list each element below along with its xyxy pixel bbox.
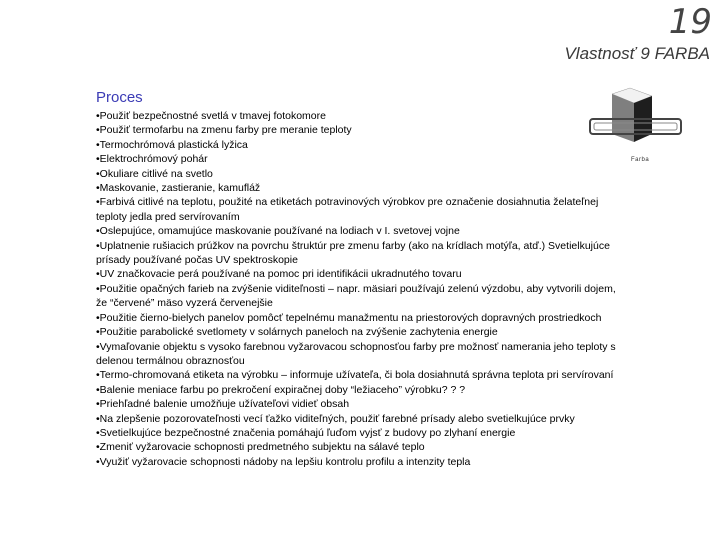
list-item: •Svetielkujúce bezpečnostné značenia pomáhajú ľuďom vyjsť z budovy po zlyhaní energie	[96, 426, 516, 439]
list-item: •Elektrochrómový pohár	[96, 153, 208, 166]
list-item: •Použitie čierno-bielych panelov pomôcť tepelnému manažmentu na priestorových dopravných prostriedkoch	[96, 311, 602, 324]
list-item: •Uplatnenie rušiacich prúžkov na povrchu štruktúr pre zmenu farby (ako na krídlach motýľa, atď.) Svetielkujúce prísady používané počas UV spektroskopie	[96, 239, 610, 267]
cube-icon	[588, 86, 684, 166]
list-item: •Využiť vyžarovacie schopnosti nádoby na lepšiu kontrolu profilu a intenzity tepla	[96, 455, 471, 468]
slide-title: Vlastnosť 9 FARBA	[564, 44, 710, 63]
list-item: •Maskovanie, zastieranie, kamufláž	[96, 182, 261, 195]
list-item: •Balenie meniace farbu po prekročení expiračnej doby “ležiaceho” výrobku? ? ?	[96, 383, 466, 396]
list-item: •Použiť termofarbu na zmenu farby pre meranie teploty	[96, 124, 352, 137]
list-item: •Farbivá citlivé na teplotu, použité na etiketách potravinových výrobkov pre označenie dosiahnutia želateľnej teploty jedla pred servírovaním	[96, 196, 599, 223]
list-item: •UV značkovacie perá používané na pomoc pri identifikácii ukradnutého tovaru	[96, 268, 462, 281]
bullet-list	[96, 109, 616, 469]
list-item: •Zmeniť vyžarovacie schopnosti predmetného subjektu na sálavé teplo	[96, 441, 425, 454]
list-item: •Termochrómová plastická lyžica	[96, 138, 248, 151]
slide-number: 19	[668, 2, 712, 42]
figure-caption: Farba	[631, 157, 650, 163]
list-item: •Použitie parabolické svetlomety v solárnych paneloch na zvýšenie zachytenia energie	[96, 326, 498, 339]
list-item: •Použitie opačných farieb na zvýšenie viditeľnosti – napr. mäsiari používajú zelenú výzdobu, aby vytvorili dojem, že “červené” mäso vyzerá červenejšie	[96, 282, 616, 310]
list-item: •Priehľadné balenie umožňuje užívateľovi vidieť obsah	[96, 398, 350, 411]
list-item: •Použiť bezpečnostné svetlá v tmavej fotokomore	[96, 110, 326, 122]
list-item: •Okuliare citlivé na svetlo	[96, 167, 213, 180]
list-item: •Oslepujúce, omamujúce maskovanie používané na lodiach v I. svetovej vojne	[96, 225, 460, 238]
list-item: •Vymaľovanie objektu s vysoko farebnou vyžarovacou schopnosťou farby pre možnosť namerania jeho teploty s delenou termálnou obraznosťou	[96, 340, 616, 367]
list-item: •Termo-chromovaná etiketa na výrobku – informuje užívateľa, či bola dosiahnutá správna teplota pri servírovaní	[96, 369, 614, 382]
section-heading: Proces	[96, 89, 143, 106]
list-item: •Na zlepšenie pozorovateľnosti vecí ťažko viditeľných, použiť farebné prísady alebo svetielkujúce prvky	[96, 412, 575, 425]
